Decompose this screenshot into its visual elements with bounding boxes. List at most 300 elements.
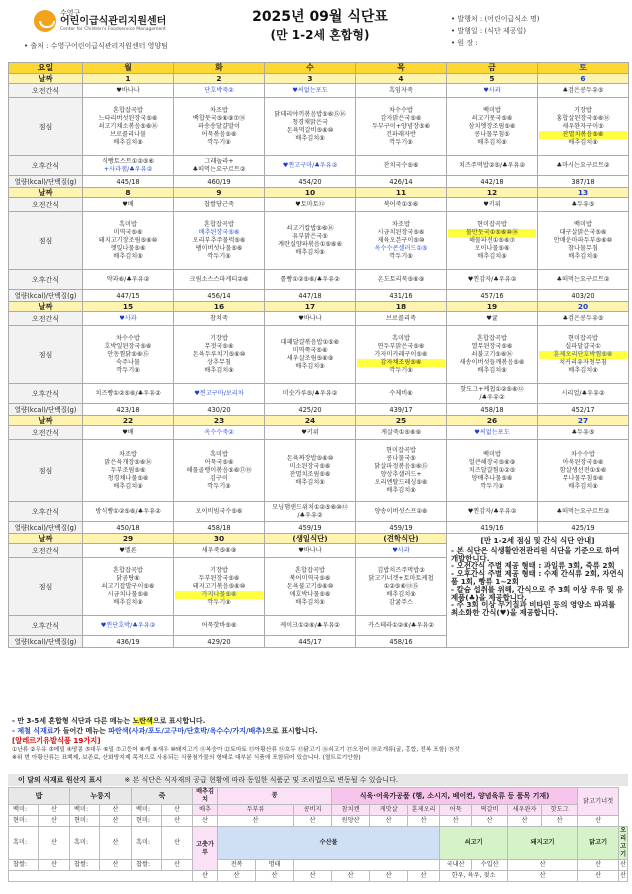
origin-seafood-blank (294, 860, 440, 871)
menu-line: ♥찐감자/♣우유② (467, 275, 517, 283)
week4-am-snack-4: ♥씨없는포도 (447, 426, 538, 440)
menu-line: 열무된장국⑤⑥ (471, 342, 513, 350)
menu-line: 북어미역국⑤⑥ (289, 574, 331, 582)
menu-line: 핫도그+케첩①②⑤⑥⑫ (460, 385, 524, 393)
origin-abalone: 전복 (218, 860, 256, 871)
notice-line: - 오후간식 주별 제공 형태 : 수제 간식류 2회, 자연식품 1회, 빵류 1~2회 (451, 569, 624, 586)
origin-processed-head: 식육·어육가공품 (햄, 소시지, 베이컨, 양념육류 등 품목 기재) (332, 788, 578, 805)
week5-date-0: 29 (83, 534, 174, 544)
week5-lunch-1 (174, 558, 265, 616)
menu-line: 돈육두루치기⑤⑥⑩ (192, 350, 246, 358)
week4-date-5: 27 (538, 416, 629, 426)
menu-line: 모닝햄샌드위치①②⑤⑥⑩⑫ (272, 503, 348, 511)
menu-line: 청경채나물⑤⑥ (107, 474, 149, 482)
menu-line: 배추김치⑨ (113, 598, 143, 606)
origin-header (8, 774, 628, 786)
week4-lunch-1 (174, 440, 265, 502)
week4-lunch-3 (356, 440, 447, 502)
menu-line: 배추김치⑨ (113, 482, 143, 490)
menu-line: 배추김치⑨ (386, 590, 416, 598)
menu-line: 쇠불고기⑤⑥⑯ (471, 350, 513, 358)
origin-rice-val: 산 (39, 805, 70, 816)
menu-line: 쇠고기채소볶음⑤⑥⑯ (98, 122, 158, 130)
menu-line: 훈제오리단호박찜⑤⑥ (539, 351, 627, 359)
week3-pm-snack-0 (83, 384, 174, 404)
publisher-line: • 발행처 : (어린이급식소 명) (451, 15, 540, 23)
menu-line: 혼합잡곡밥 (477, 334, 507, 342)
menu-line: 호박잎된장국⑤⑥ (104, 342, 152, 350)
row-label-date: 날짜 (9, 416, 83, 426)
menu-line: 오이나물⑤⑥ (474, 244, 510, 252)
week4-kcal-4: 419/16 (447, 522, 538, 534)
week2-pm-snack-2 (265, 270, 356, 290)
menu-line: 배추김치⑨ (204, 366, 234, 374)
week2-kcal-2: 447/18 (265, 290, 356, 302)
menu-line: 치커리유자청무침 (559, 358, 607, 366)
week2-date-0: 8 (83, 188, 174, 198)
org-small: 수영구 (60, 9, 81, 17)
col-day-4: 금 (447, 63, 538, 74)
week4-lunch-5 (538, 440, 629, 502)
week3-kcal-3: 439/17 (356, 404, 447, 416)
week2-am-snack-1: 찹쌀당근죽 (174, 198, 265, 212)
week1-date-2: 3 (265, 74, 356, 84)
week1-pm-snack-1 (174, 156, 265, 176)
title-main: 2025년 09월 식단표 (252, 9, 388, 25)
menu-line: 배추김치⑨ (568, 366, 598, 374)
origin-hotdog: 핫도그 (542, 805, 578, 816)
week2-lunch-0 (83, 212, 174, 270)
menu-line: 실파달걀국① (565, 342, 601, 350)
menu-line: 흑미밥 (392, 334, 410, 342)
menu-line: 감자맑은국⑤⑥ (380, 114, 422, 122)
week3-date-3: 18 (356, 302, 447, 312)
notice-line: - 오전간식 주별 제공 형태 : 과일류 3회, 죽류 2회 (451, 561, 615, 571)
week5-lunch-0 (83, 558, 174, 616)
origin-tteokgalbi-val: 산 (472, 816, 508, 827)
origin-rice-label: 백미: (132, 805, 162, 816)
menu-line: 차수수밥 (116, 334, 140, 342)
menu-line: 배추김치⑨ (295, 478, 325, 486)
row-label-lunch: 점심 (9, 326, 83, 384)
menu-line: 무젓국⑤⑥ (204, 342, 234, 350)
week2-am-snack-5: ♣두유⑤ (538, 198, 629, 212)
origin-chapssal-val: 산 (39, 860, 70, 871)
menu-line: 약과⑥/♣우유② (106, 275, 150, 283)
week5-pm-snack-1 (174, 616, 265, 636)
week1-am-snack-0: ♥바나나 (83, 84, 174, 98)
menu-line: 현미잡곡밥 (477, 220, 507, 228)
week3-lunch-2 (265, 326, 356, 384)
menu-line: 깍두기⑨ (207, 482, 231, 490)
week4-kcal-5: 425/19 (538, 522, 629, 534)
title-sub: (만 1-2세 혼합형) (270, 28, 370, 42)
week1-kcal-3: 426/14 (356, 176, 447, 188)
week3-pm-snack-2 (265, 384, 356, 404)
week1-kcal-1: 460/19 (174, 176, 265, 188)
menu-line: 기장밥 (574, 106, 592, 114)
menu-line: 혼합잡곡밥 (295, 566, 325, 574)
menu-line: 김구이 (210, 474, 228, 482)
menu-line: 깍두기⑨ (207, 252, 231, 260)
menu-line: 치즈빵①②⑤⑥/♣우유② (95, 389, 161, 397)
menu-line: 돼지고기장조림⑤⑥⑩ (98, 236, 158, 244)
origin-pollock-val: 산 (256, 871, 294, 882)
menu-line: 숙주나물 (116, 358, 140, 366)
week3-lunch-4 (447, 326, 538, 384)
row-label-kcal: 열량(kcal)/단백질(g) (9, 404, 83, 416)
week4-date-1: 23 (174, 416, 265, 426)
menu-line: 계란실양파볶음①⑤⑥⑧ (277, 240, 343, 248)
week2-kcal-5: 403/20 (538, 290, 629, 302)
menu-line: 시금치나물⑤⑥ (107, 590, 149, 598)
menu-line: 치즈주먹밥②⑤/♣우유② (458, 161, 526, 169)
menu-line: 깻잎나물⑤⑥ (110, 244, 146, 252)
menu-line: 기장밥 (210, 334, 228, 342)
menu-line: 양송이버섯스프②⑥ (374, 507, 428, 515)
origin-porridge-head: 죽 (132, 788, 193, 805)
week3-kcal-1: 430/20 (174, 404, 265, 416)
week2-pm-snack-4 (447, 270, 538, 290)
menu-line: 수제비⑥ (389, 389, 413, 397)
menu-line: 맑은육개장⑤⑥⑯ (104, 458, 152, 466)
week2-lunch-2 (265, 212, 356, 270)
week4-date-3: 25 (356, 416, 447, 426)
week1-date-4: 5 (447, 74, 538, 84)
origin-tuna: 참치캔 (332, 805, 370, 816)
menu-line: 건파래자반 (386, 130, 416, 138)
week3-pm-snack-1 (174, 384, 265, 404)
week4-am-snack-1: 옥수수죽② (174, 426, 265, 440)
week2-pm-snack-1 (174, 270, 265, 290)
week2-kcal-1: 456/14 (174, 290, 265, 302)
origin-nugget-head: 닭고기너겟 (578, 788, 619, 816)
menu-line: 가자미카레구이⑤⑥ (374, 350, 428, 358)
col-day-5: 토 (538, 63, 629, 74)
week2-pm-snack-3 (356, 270, 447, 290)
menu-line: 배추김치⑨ (113, 138, 143, 146)
week1-lunch-2 (265, 98, 356, 156)
row-label-am-snack: 오전간식 (9, 84, 83, 98)
origin-beef-imp: 수입산 (472, 860, 508, 871)
origin-cabbage: 배추 (193, 805, 218, 816)
origin-heukmi-val: 산 (162, 827, 193, 860)
week5-kcal-3: 458/16 (356, 636, 447, 648)
issue-meta (451, 13, 539, 49)
origin-pollock: 명태 (256, 860, 294, 871)
week3-kcal-0: 423/18 (83, 404, 174, 416)
origin-hyunmi-label: 현미: (9, 816, 39, 827)
origin-rice-head: 밥 (9, 788, 70, 805)
menu-line: 오리엔탈드레싱⑤⑥ (374, 478, 428, 486)
origin-hyunmi-val: 산 (162, 816, 193, 827)
week1-pm-snack-5 (538, 156, 629, 176)
menu-line: 연두부맑은국⑤⑥ (377, 342, 425, 350)
week1-lunch-4 (447, 98, 538, 156)
week2-date-5: 13 (538, 188, 629, 198)
origin-chapssal-label: 찹쌀: (132, 860, 162, 871)
allergy-list: ①난류 ②우유 ③메밀 ④땅콩 ⑤대두 ⑥밀 ⑦고등어 ⑧게 ⑨새우 ⑩돼지고기 ⑪복숭아 ⑫토마토 ⑬아황산류 ⑭호두 ⑮닭고기 ⑯쇠고기 ⑰오징어 ⑱조개류(굴, 홍합, 전복 포함) ⑲잣 (12, 747, 460, 753)
week1-am-snack-2: ♥씨없는포도 (265, 84, 356, 98)
week5-am-snack-3: ♥사과 (356, 544, 447, 558)
week4-kcal-2: 459/19 (265, 522, 356, 534)
week5-am-snack-2: ♥바나나 (265, 544, 356, 558)
week5-kcal-1: 429/20 (174, 636, 265, 648)
origin-pork-head: 돼지고기 (508, 827, 578, 860)
week3-am-snack-2: ♥바나나 (265, 312, 356, 326)
week3-kcal-4: 458/18 (447, 404, 538, 416)
week3-date-2: 17 (265, 302, 356, 312)
menu-line: 가지나물⑤⑥ (175, 591, 263, 599)
week2-lunch-3 (356, 212, 447, 270)
row-label-pm-snack: 오후간식 (9, 502, 83, 522)
menu-line: 팽이버섯나물⑤⑥ (195, 244, 243, 252)
menu-line: 미역국⑤⑥ (113, 228, 143, 236)
week1-lunch-5 (538, 98, 629, 156)
menu-line: 차조밥 (119, 450, 137, 458)
origin-sea-val: 산 (332, 871, 370, 882)
week4-lunch-0 (83, 440, 174, 502)
week2-pm-snack-5 (538, 270, 629, 290)
menu-line: 식빵토스트①②⑤⑥ (101, 157, 155, 165)
menu-notes (12, 716, 622, 762)
menu-line: +사과잼/♣우유② (103, 165, 153, 173)
origin-hotdog-val: 산 (542, 816, 578, 827)
menu-line: 잔멸치조림⑤⑥ (289, 470, 331, 478)
menu-line: /♣우유② (479, 393, 505, 401)
menu-line: 혼합잡곡밥 (204, 220, 234, 228)
menu-line: 차수수밥 (571, 450, 595, 458)
origin-cabbage-val: 산 (193, 816, 218, 827)
menu-line: ♥찐고구마/♣우유② (282, 161, 338, 169)
week3-lunch-3 (356, 326, 447, 384)
week1-date-0: 1 (83, 74, 174, 84)
week1-am-snack-1: 단호박죽② (174, 84, 265, 98)
menu-line: 두부조림⑤⑥ (110, 466, 146, 474)
menu-line: 차수수밥 (389, 106, 413, 114)
menu-line: 방식빵①②⑤⑥/♣우유② (95, 507, 161, 515)
week3-lunch-0 (83, 326, 174, 384)
smile-logo-icon (34, 10, 56, 32)
week4-date-0: 22 (83, 416, 174, 426)
menu-line: 현미잡곡밥 (386, 446, 416, 454)
row-label-kcal: 열량(kcal)/단백질(g) (9, 176, 83, 188)
allergy-note: ※위 번 아황산류는 표백제, 보존료, 산화방지제 목적으로 사용되는 식품첨가물의 형태로 대부분 식품에 포함되어 있습니다. (열트로기안함) (12, 755, 361, 761)
origin-chapssal-label: 찹쌀: (70, 860, 100, 871)
menu-line: 깍두기⑨ (207, 138, 231, 146)
menu-line: 크림소스스파게티②⑥ (189, 275, 249, 283)
week5-date-1: 30 (174, 534, 265, 544)
menu-line: 차조밥 (392, 220, 410, 228)
origin-seafood-head: 수산물 (218, 827, 440, 860)
menu-line: 흑미밥 (210, 450, 228, 458)
origin-bean-curd: 콩비지 (294, 805, 332, 816)
issue-date-line: • 발행일 : (식단 제공일) (451, 27, 526, 35)
menu-line: 오리부추주물럭⑤⑥ (192, 236, 246, 244)
row-label-lunch: 점심 (9, 440, 83, 502)
week2-pm-snack-0 (83, 270, 174, 290)
origin-duck: 훈제오리 (408, 805, 440, 816)
week1-pm-snack-3 (356, 156, 447, 176)
menu-line: 대패달걀볶음밥①⑤⑥ (280, 338, 340, 346)
origin-nugget-val: 산 (578, 816, 619, 827)
week1-am-snack-3: 흑임자죽 (356, 84, 447, 98)
origin-hyunmi-val: 산 (100, 816, 132, 827)
origin-sea-val: 산 (408, 871, 440, 882)
menu-line: 카스테라①②⑥/♣우유② (368, 621, 434, 629)
origin-hyunmi-val: 산 (39, 816, 70, 827)
menu-line: 깍두기⑨ (116, 366, 140, 374)
menu-line: 배추김치⑨ (568, 252, 598, 260)
menu-line: 미숫가루⑤/♣우유② (282, 389, 338, 397)
origin-hyunmi-label: 현미: (70, 816, 100, 827)
menu-line: 양배추나물⑤⑥ (471, 474, 513, 482)
row-label-date: 날짜 (9, 74, 83, 84)
week4-lunch-2 (265, 440, 356, 502)
origin-sea-val: 산 (294, 871, 332, 882)
week2-kcal-4: 457/16 (447, 290, 538, 302)
notice-line: - 본 식단은 식생활안전관리원 식단을 기준으로 하여 개발한니다. (451, 545, 620, 563)
menu-line: 무나물무침⑤⑥ (562, 474, 604, 482)
week3-pm-snack-5 (538, 384, 629, 404)
note-line-1: - 만 3-5세 혼합형 식단과 다른 메뉴는 노란색으로 표시합니다. (12, 717, 206, 725)
origin-beef-types: 한우, 육우, 젖소 (440, 871, 508, 882)
menu-line: 배추김치⑨ (477, 366, 507, 374)
menu-line: 감자채조림⑤⑥ (357, 359, 445, 367)
menu-line: 롤빵①②⑤⑥/♣우유② (280, 275, 340, 283)
week5-kcal-2: 445/17 (265, 636, 356, 648)
menu-line: 배추된장국⑤⑥ (198, 228, 240, 236)
origin-heukmi-label: 흑미: (132, 827, 162, 860)
menu-line: 잔멸치볶음⑤⑥ (539, 131, 627, 139)
source-text: • 출처 : 수영구어린이급식관리지원센터 영양팀 (24, 42, 168, 50)
row-label-kcal: 열량(kcal)/단백질(g) (9, 636, 83, 648)
menu-line: ♥찐고구마/보리차 (194, 389, 244, 397)
menu-line: 차조밥 (210, 106, 228, 114)
origin-rice-label: 백미: (70, 805, 100, 816)
menu-line: 새우완자구이⑤ (562, 122, 604, 130)
menu-line: 배추김치⑨ (295, 362, 325, 370)
row-label-lunch: 점심 (9, 558, 83, 616)
menu-line: 참나물무침 (568, 244, 598, 252)
origin-tteokgalbi: 떡갈비 (472, 805, 508, 816)
menu-line: 아욱된장국⑤⑥ (562, 458, 604, 466)
week4-am-snack-2: ♥키위 (265, 426, 356, 440)
menu-line: 미역쭉국⑤⑥ (292, 346, 328, 354)
menu-line: 백미밥 (483, 106, 501, 114)
menu-line: 현미잡곡밥 (568, 334, 598, 342)
week4-pm-snack-2 (265, 502, 356, 522)
origin-table (8, 787, 628, 882)
week4-pm-snack-5 (538, 502, 629, 522)
week5-am-snack-0: ♥멜론 (83, 544, 174, 558)
origin-chapssal-label: 찹쌀: (9, 860, 39, 871)
menu-line: /♣우유② (297, 511, 323, 519)
menu-line: 쇠고기뭇국⑤⑥ (471, 114, 513, 122)
menu-line: 기장밥 (210, 566, 228, 574)
week5-kcal-0: 436/19 (83, 636, 174, 648)
menu-line: 배추김치⑨ (568, 138, 598, 146)
origin-shrimp-val: 산 (508, 816, 542, 827)
menu-line: 새우살조림⑤⑥⑨ (286, 354, 334, 362)
col-day-3: 목 (356, 63, 447, 74)
notice-line: - 칼슘 섭취를 위해, 간식으로 주 3회 이상 우유 및 유제품(♣)을 제공합니다. (451, 584, 624, 602)
menu-line: 물만둣국①⑤⑥⑩⑯ (448, 229, 536, 237)
menu-line: 브로콜리나물 (110, 130, 146, 138)
origin-chicken-val2: 산 (578, 871, 619, 882)
menu-line: 배추김치⑨ (295, 248, 325, 256)
week3-lunch-1 (174, 326, 265, 384)
week2-lunch-4 (447, 212, 538, 270)
col-day-0: 월 (83, 63, 174, 74)
menu-line: ♣마시는요구르트② (556, 161, 610, 169)
week2-am-snack-3: 북어죽①⑤⑥ (356, 198, 447, 212)
row-label-lunch: 점심 (9, 98, 83, 156)
menu-line: 배추김치⑨ (386, 486, 416, 494)
col-day-2: 수 (265, 63, 356, 74)
menu-line: 두부구이+양념장⑤⑥ (371, 122, 431, 130)
week4-am-snack-5: ♣두유⑤ (538, 426, 629, 440)
origin-crab-val: 산 (370, 816, 408, 827)
week2-am-snack-4: ♥키위 (447, 198, 538, 212)
menu-line: 함살생선전①⑤⑥ (559, 466, 607, 474)
week5-lunch-3 (356, 558, 447, 616)
row-label-kcal: 열량(kcal)/단백질(g) (9, 290, 83, 302)
menu-line: 홍합살된장국⑤⑥⑱ (556, 114, 610, 122)
week4-pm-snack-3 (356, 502, 447, 522)
menu-line: 백미밥 (483, 450, 501, 458)
week1-kcal-5: 387/18 (538, 176, 629, 188)
origin-pork-val: 산 (508, 860, 578, 871)
week5-am-snack-1: 새우죽⑤⑥⑨ (174, 544, 265, 558)
menu-line: 깍두기⑨ (480, 482, 504, 490)
week1-pm-snack-0 (83, 156, 174, 176)
menu-line: 돈육짜장밥⑤⑥⑩ (286, 454, 334, 462)
week2-kcal-3: 431/16 (356, 290, 447, 302)
week3-am-snack-3: 브로콜리죽 (356, 312, 447, 326)
origin-rice-val: 산 (100, 805, 132, 816)
week2-date-3: 11 (356, 188, 447, 198)
menu-line: 배추김치⑨ (113, 252, 143, 260)
page-header (0, 0, 632, 56)
menu-line: 해물골뱅이볶음⑤⑥⑰⑱ (186, 466, 252, 474)
week4-pm-snack-0 (83, 502, 174, 522)
menu-line: 옥수수콘샐러드①⑤ (374, 244, 428, 252)
origin-hyunmi-label: 현미: (132, 816, 162, 827)
row-label-date: 날짜 (9, 188, 83, 198)
menu-line: 배추김치⑨ (295, 598, 325, 606)
week4-lunch-4 (447, 440, 538, 502)
origin-beef-head: 쇠고기 (440, 827, 508, 860)
menu-line: 새송이버섯들깨볶음⑤⑥ (459, 358, 525, 366)
origin-beancurd-val: 산 (294, 816, 332, 827)
week3-kcal-5: 452/17 (538, 404, 629, 416)
menu-line: 어묵국⑤⑥ (204, 458, 234, 466)
week5-lunch-2 (265, 558, 356, 616)
menu-line: 잔치국수⑤⑥ (383, 161, 419, 169)
week2-date-1: 9 (174, 188, 265, 198)
week1-date-1: 2 (174, 74, 265, 84)
origin-nurungji-head: 누룽지 (70, 788, 132, 805)
menu-line: 치즈달걀찜①②⑤ (468, 466, 516, 474)
menu-line: 느타리버섯된장국⑤⑥ (98, 114, 158, 122)
menu-line: 오이비빔국수⑤⑥ (195, 507, 243, 515)
week1-kcal-2: 454/20 (265, 176, 356, 188)
menu-line: 안동찜닭⑤⑥⑮ (107, 350, 149, 358)
menu-line: 닭데리야끼볶음밥⑤⑥⑮⑯ (274, 110, 346, 118)
origin-title: 이 달의 식재료 원산지 표시 (18, 776, 103, 784)
menu-line: ♣떠먹는요구르트② (556, 507, 610, 515)
